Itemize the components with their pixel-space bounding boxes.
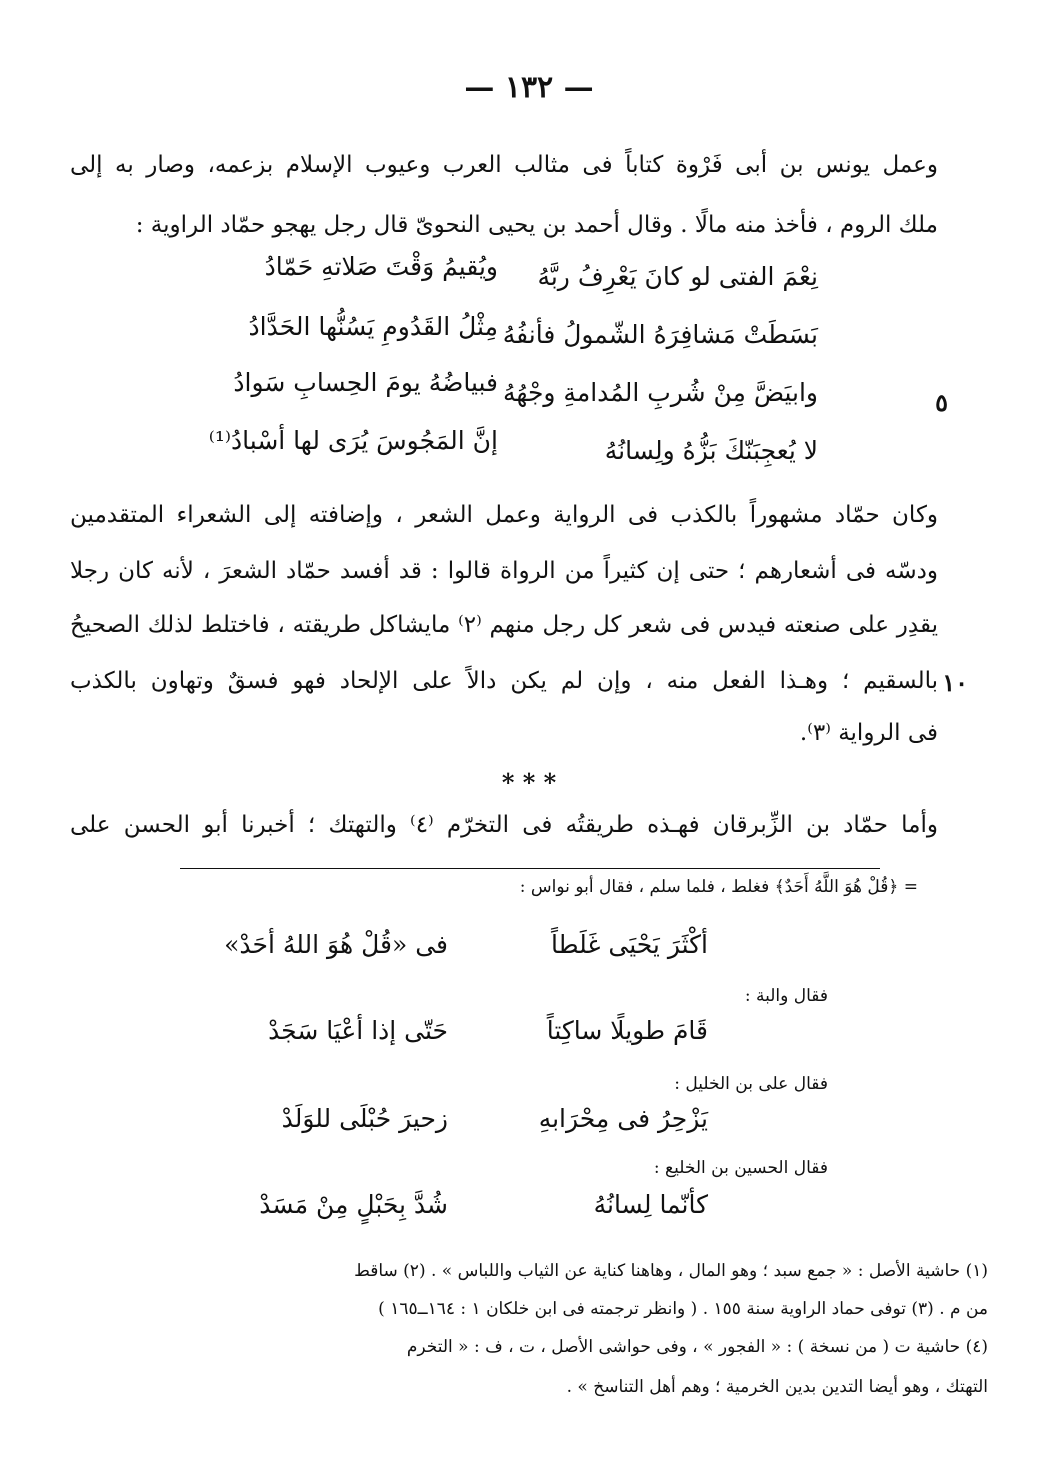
section-separator: * * * [501,768,557,797]
poem1-verse-4-second: إنَّ المَجُوسَ يُرَى لها أسْبادُ⁽¹⁾ [208,426,498,455]
poem1-verse-1-second: ويُقيمُ وَقْتَ صَلاتهِ حَمّادُ [264,252,498,281]
para2-line-5: فى الرواية ⁽٣⁾. [799,720,938,746]
quote-speaker-2: فقال والبة : [744,986,828,1006]
para2-line-2: ودسّه فى أشعارهم ؛ حتى إن كثيراً من الرواة قالوا : قد أفسد حمّاد الشعرَ ، لأنه كان رجلا [70,558,938,584]
quote-speaker-4: فقال الحسين بن الخليع : [653,1158,828,1178]
footnote-line-4: التهتك ، وهو أيضا التدين بدين الخرمية ؛ وهم أهل التناسخ » . [566,1377,988,1397]
para2-line-3: يقدِر على صنعته فيدس فى شعر كل رجل منهم ⁽٢⁾ مايشاكل طريقته ، فاختلط لذلك الصحيحُ [70,612,938,638]
footnote-line-3: (٤) حاشية ت ( من نسخة ) : « الفجور » ، وفى حواشى الأصل ، ت ، ف : « التخرم [406,1337,988,1357]
poem1-verse-1-first: نِعْمَ الفتى لو كانَ يَعْرِفُ ربَّهُ [537,262,818,291]
page-number: — ١٣٢ — [464,70,594,105]
quote-intro: = ﴿قُلْ هُوَ اللَّهُ أَحَدٌ﴾ فغلط ، فلما سلم ، فقال أبو نواس : [519,877,918,897]
body-line-2: ملك الروم ، فأخذ منه مالًا . وقال أحمد بن يحيى النحوىّ قال رجل يهجو حمّاد الراوية : [135,212,938,238]
quote-verse-3-second: زحيرَ حُبْلَى للوَلَدْ [281,1104,448,1133]
footnote-divider [180,868,880,869]
poem1-verse-3-second: فبياضُهُ يومَ الحِسابِ سَوادُ [233,368,498,397]
quote-verse-2-second: حَتّى إذا أعْيَا سَجَدْ [268,1016,448,1045]
quote-verse-4-second: شُدَّ بِحَبْلٍ مِنْ مَسَدْ [259,1190,448,1219]
para3-line: وأما حمّاد بن الزِّبرقان فهـذه طريقتُه فى التخرّم ⁽٤⁾ والتهتك ؛ أخبرنا أبو الحسن على [70,812,938,838]
quote-verse-1-first: أكْثَرَ يَحْيَى غَلَطاً [550,930,708,959]
margin-number-10: ١٠ [942,668,968,697]
body-line-1: وعمل يونس بن أبى فَرْوة كتاباً فى مثالب العرب وعيوب الإسلام بزعمه، وصار به إلى [70,152,938,178]
footnote-line-1: (١) حاشية الأصل : « جمع سبد ؛ وهو المال ، وهاهنا كناية عن الثياب واللباس » . (٢) ساقط [354,1261,988,1281]
quote-speaker-3: فقال على بن الخليل : [674,1074,828,1094]
poem1-verse-2-second: مِثْلُ القَدُومِ يَسُنُّها الحَدَّادُ [248,312,498,341]
poem1-verse-2-first: بَسَطَتْ مَشافِرَهُ الشّمولُ فأنفُهُ [502,320,818,349]
quote-verse-3-first: يَزْحِرُ فى مِحْرَابهِ [538,1104,708,1133]
poem1-verse-3-first: وابيَضَّ مِنْ شُربِ المُدامةِ وجْهُهُ [503,378,818,407]
poem1-verse-4-first: لا يُعجِبَنّكَ بَزُّهُ ولِسانُهُ [604,436,818,465]
para2-line-4: بالسقيم ؛ وهـذا الفعل منه ، وإن لم يكن دالاً على الإلحاد فهو فسقٌ وتهاون بالكذب [70,668,938,694]
margin-number-5: ٥ [935,388,948,417]
para2-line-1: وكان حمّاد مشهوراً بالكذب فى الرواية وعمل الشعر ، وإضافته إلى الشعراء المتقدمين [70,502,938,528]
footnote-line-2: من م . (٣) توفى حماد الراوية سنة ١٥٥ . ( وانظر ترجمته فى ابن خلكان ١ : ١٦٤ــ١٦٥ ) [378,1299,988,1319]
quote-verse-1-second: فى «قُلْ هُوَ اللهُ أحَدْ» [224,930,448,959]
quote-verse-2-first: قَامَ طويلًا ساكِتاً [546,1016,708,1045]
quote-verse-4-first: كأنّما لِسانُهُ [593,1190,708,1219]
